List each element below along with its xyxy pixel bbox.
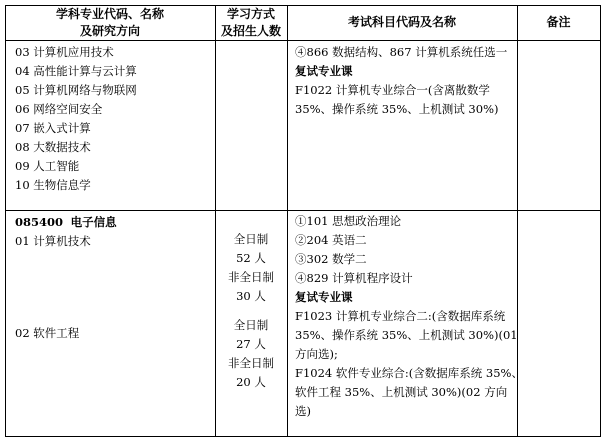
study-quota-2 [215, 316, 287, 392]
quota: 20 人 [236, 375, 266, 389]
major-code: 085400 [15, 215, 64, 229]
direction-item: 03 计算机应用技术 [15, 45, 114, 59]
quota: 52 人 [236, 251, 266, 265]
major-name: 电子信息 [70, 215, 117, 229]
direction-item: 10 生物信息学 [15, 178, 91, 192]
retest-line: 选) [295, 404, 311, 418]
direction-item: 07 嵌入式计算 [15, 121, 91, 135]
table-bottom-border [5, 436, 601, 437]
header-remarks: 备注 [546, 15, 571, 29]
header-major-line2: 及研究方向 [79, 24, 140, 38]
direction-item: 08 大数据技术 [15, 140, 91, 154]
study-mode: 全日制 [233, 318, 269, 332]
quota: 27 人 [236, 337, 266, 351]
block2-exams [295, 212, 523, 421]
retest-line: 软件工程 35%、上机测试 30%)(02 方向 [295, 385, 508, 399]
retest-line: F1023 计算机专业综合二:(含数据库系统 [295, 309, 506, 323]
direction-computer-tech: 01 计算机技术 [15, 234, 91, 248]
block1-exams [295, 43, 507, 119]
header-bottom-border [5, 40, 601, 41]
study-quota-1 [215, 230, 287, 306]
exam-item: ④866 数据结构、867 计算机系统任选一 [295, 45, 508, 59]
exam-item: ③302 数学二 [295, 252, 367, 266]
retest-line: F1022 计算机专业综合一(含离散数学 [295, 83, 490, 97]
direction-item: 04 高性能计算与云计算 [15, 64, 137, 78]
table-left-border [5, 5, 6, 437]
direction-item: 05 计算机网络与物联网 [15, 83, 137, 97]
study-mode: 非全日制 [228, 356, 274, 370]
direction-item: 09 人工智能 [15, 159, 80, 173]
header-study-line2: 及招生人数 [220, 24, 281, 38]
retest-title: 复试专业课 [295, 290, 353, 304]
table-right-border [600, 5, 601, 437]
exam-item: ①101 思想政治理论 [295, 214, 402, 228]
direction-software-eng: 02 软件工程 [15, 326, 80, 340]
study-mode: 全日制 [233, 232, 269, 246]
exam-item: ④829 计算机程序设计 [295, 271, 413, 285]
retest-line: 方向选); [295, 347, 338, 361]
retest-title: 复试专业课 [295, 64, 353, 78]
major-heading [15, 213, 117, 232]
direction-item: 06 网络空间安全 [15, 102, 103, 116]
col-divider-2 [287, 5, 288, 437]
header-exam-subjects: 考试科目代码及名称 [347, 15, 456, 29]
retest-line: F1024 软件专业综合:(含数据库系统 35%、 [295, 366, 523, 380]
exam-item: ②204 英语二 [295, 233, 367, 247]
header-major [5, 6, 215, 40]
directions-list [15, 43, 137, 195]
header-major-line1: 学科专业代码、名称 [55, 7, 164, 21]
row-separator [5, 210, 601, 211]
study-mode: 非全日制 [228, 270, 274, 284]
header-study-line1: 学习方式 [226, 7, 275, 21]
retest-line: 35%、操作系统 35%、上机测试 30%) [295, 102, 499, 116]
quota: 30 人 [236, 289, 266, 303]
header-study-mode [215, 6, 287, 40]
retest-line: 35%、操作系统 35%、上机测试 30%)(01 [295, 328, 518, 342]
